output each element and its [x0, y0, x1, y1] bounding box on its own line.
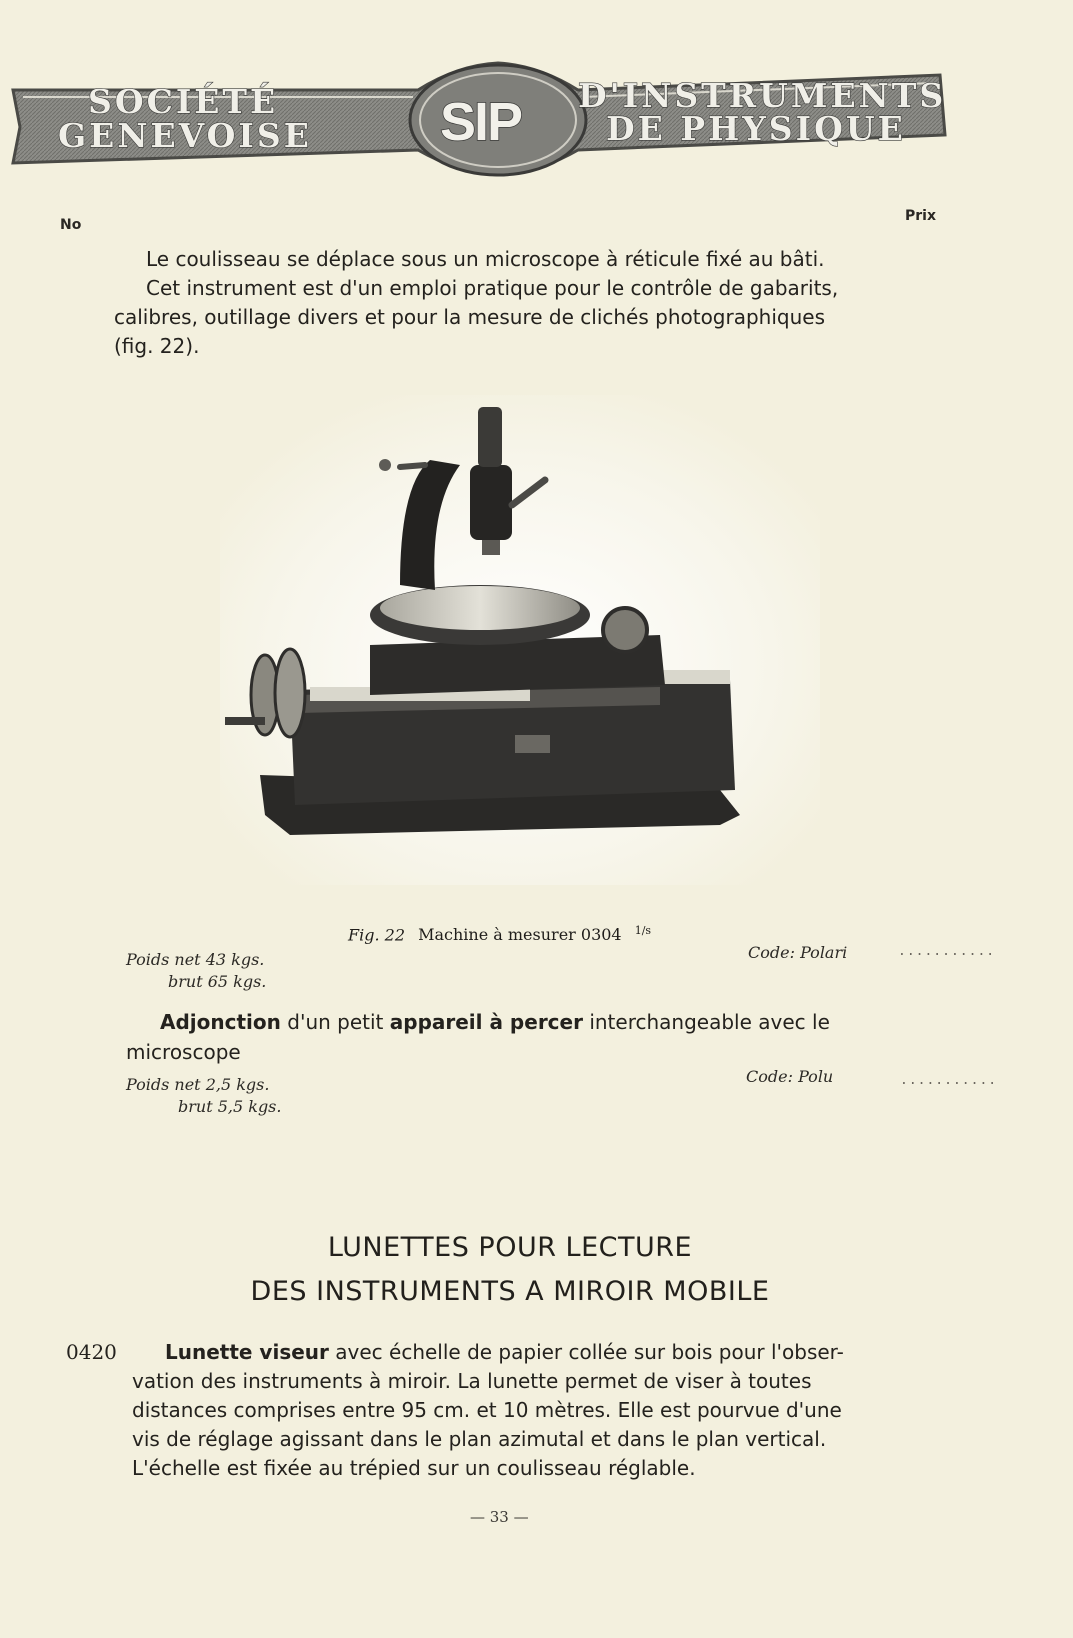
page-number: — 33 —	[470, 1508, 529, 1526]
section-title-line-2: DES INSTRUMENTS A MIROIR MOBILE	[250, 1276, 770, 1307]
item3-line-2: vation des instruments à miroir. La lunette permet de viser à toutes	[132, 1369, 812, 1393]
item3-line-1	[165, 1338, 844, 1367]
logo: SIP	[440, 92, 522, 152]
intro-line-2: Cet instrument est d'un emploi pratique pour le contrôle de gabarits,	[146, 276, 839, 300]
item3-line-4: vis de réglage agissant dans le plan azimutal et dans le plan vertical.	[132, 1427, 827, 1451]
item1-price-dots: ...........	[898, 944, 996, 959]
item2-code: Code: Polu	[746, 1067, 834, 1086]
item3-line-5: L'échelle est fixée au trépied sur un coulisseau réglable.	[132, 1456, 696, 1480]
header-right-line1: D'INSTRUMENTS	[578, 76, 947, 115]
item1-weight-net: Poids net 43 kgs.	[126, 950, 265, 969]
intro-line-1: Le coulisseau se déplace sous un microscope à réticule fixé au bâti.	[146, 247, 825, 271]
item2-weight-net: Poids net 2,5 kgs.	[126, 1075, 270, 1094]
item3-bold-title: Lunette viseur	[165, 1340, 329, 1364]
letterhead-banner	[8, 55, 988, 190]
intro-line-4: (fig. 22).	[114, 334, 200, 358]
price-column-label: Prix	[905, 208, 936, 224]
item1-weight-gross: brut 65 kgs.	[168, 972, 267, 991]
header-left-line1: SOCIÉTÉ	[88, 82, 279, 121]
figure-caption	[348, 924, 651, 944]
section-title-line-1: LUNETTES POUR LECTURE	[327, 1232, 693, 1263]
item2-line-1	[160, 1008, 830, 1037]
measuring-machine-photo	[220, 395, 820, 885]
item2-bold-appareil: appareil à percer	[389, 1010, 583, 1034]
header-left-line2: GENEVOISE	[58, 116, 312, 155]
item2-text-1: d'un petit	[280, 1010, 390, 1034]
item3-line-1-rest: avec échelle de papier collée sur bois pour l'obser-	[328, 1340, 844, 1364]
item3-catalog-number: 0420	[66, 1340, 117, 1364]
item1-code: Code: Polari	[748, 943, 848, 962]
header-right-line2: DE PHYSIQUE	[606, 109, 906, 148]
intro-line-3: calibres, outillage divers et pour la mesure de clichés photographiques	[114, 305, 826, 329]
item2-price-dots: ...........	[900, 1073, 998, 1088]
item2-text-2: interchangeable avec le	[582, 1010, 830, 1034]
figure-caption-fraction: 1/s	[634, 924, 652, 937]
item2-weight-gross: brut 5,5 kgs.	[178, 1097, 282, 1116]
item3-line-3: distances comprises entre 95 cm. et 10 mètres. Elle est pourvue d'une	[132, 1398, 842, 1422]
item2-bold-adjonction: Adjonction	[160, 1010, 281, 1034]
figure-caption-label: Fig. 22	[348, 925, 405, 945]
item2-line-2: microscope	[126, 1040, 241, 1064]
number-column-label: No	[60, 217, 82, 233]
figure-caption-text: Machine à mesurer 0304	[418, 925, 622, 945]
